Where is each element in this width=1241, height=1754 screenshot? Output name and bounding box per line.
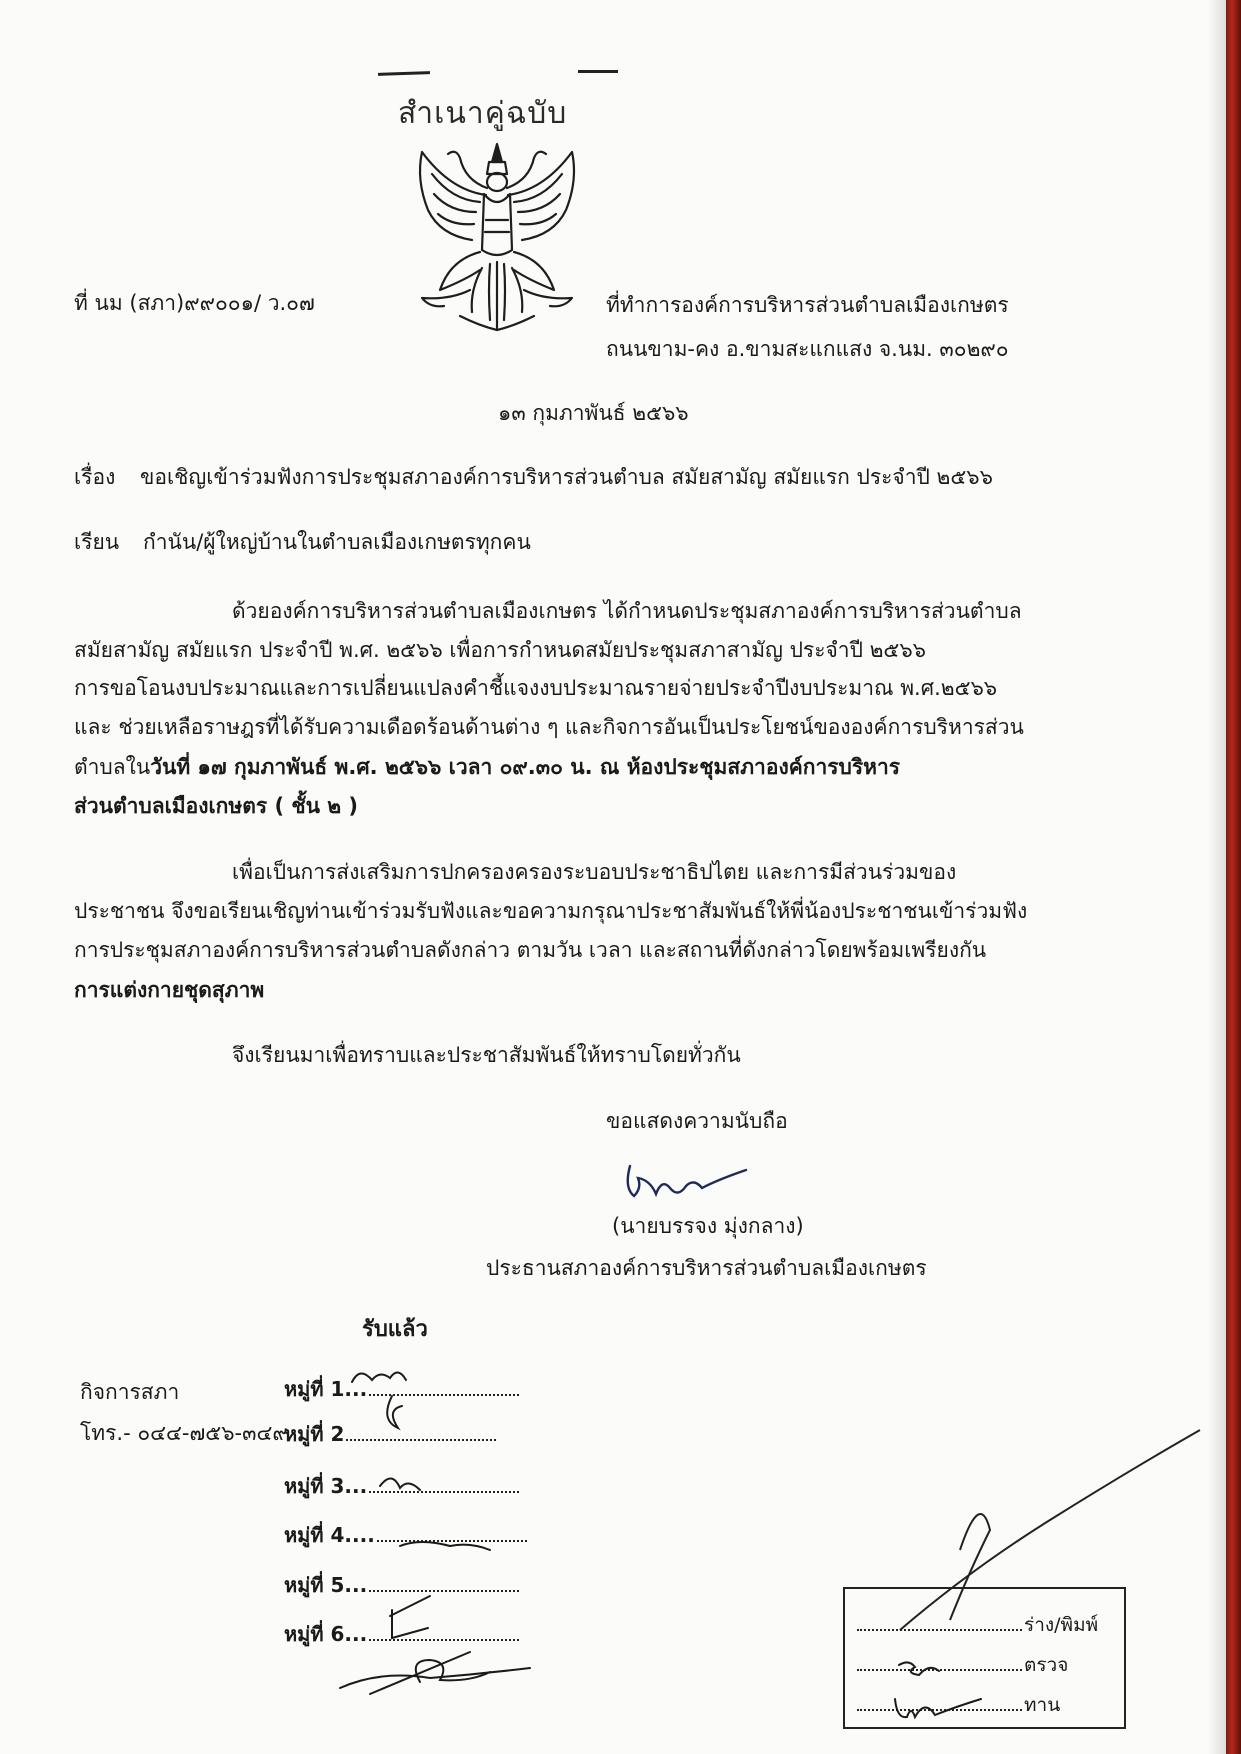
- page-edge-shadow: [1208, 0, 1226, 1754]
- office-address-line1: ที่ทำการองค์การบริหารส่วนตำบลเมืองเกษตร: [606, 293, 1009, 317]
- ack-row: หมู่ที่ 6...: [284, 1620, 519, 1648]
- ack-row: หมู่ที่ 5...: [284, 1571, 519, 1599]
- subject-label: เรื่อง: [74, 465, 116, 489]
- dress-code: การแต่งกายชุดสุภาพ: [74, 978, 265, 1002]
- document-date: ๑๓ กุมภาพันธ์ ๒๕๖๖: [498, 401, 689, 425]
- copy-stamp: สำเนาคู่ฉบับ: [398, 96, 568, 131]
- ack-title: รับแล้ว: [362, 1317, 428, 1342]
- chairman-name: (นายบรรจง มุ่งกลาง): [612, 1214, 804, 1238]
- body-line: การขอโอนงบประมาณและการเปลี่ยนแปลงคำชี้แจงงบประมาณรายจ่ายประจำปีงบประมาณ พ.ศ.๒๕๖๖: [74, 676, 998, 700]
- body-line: ด้วยองค์การบริหารส่วนตำบลเมืองเกษตร ได้กำหนดประชุมสภาองค์การบริหารส่วนตำบล: [232, 599, 1022, 623]
- department: กิจการสภา: [80, 1380, 180, 1404]
- background-edge: [1226, 0, 1241, 1754]
- recipient-text: กำนัน/ผู้ใหญ่บ้านในตำบลเมืองเกษตรทุกคน: [143, 530, 531, 554]
- approval-row: ร่าง/พิมพ์: [857, 1613, 1117, 1636]
- body-line: [74, 752, 900, 782]
- meeting-room: ส่วนตำบลเมืองเกษตร ( ชั้น ๒ ): [74, 794, 359, 818]
- body-line: เพื่อเป็นการส่งเสริมการปกครองครองระบอบประชาธิปไตย และการมีส่วนร่วมของ: [232, 860, 957, 884]
- body-line: สมัยสามัญ สมัยแรก ประจำปี พ.ศ. ๒๕๖๖ เพื่อการกำหนดสมัยประชุมสภาสามัญ ประจำปี ๒๕๖๖: [74, 638, 926, 662]
- ack-row: หมู่ที่ 1...: [284, 1375, 519, 1403]
- chairman-signature: [622, 1158, 752, 1208]
- garuda-emblem: [410, 140, 585, 335]
- approval-row: ตรวจ: [857, 1653, 1117, 1676]
- body-line: และ ช่วยเหลือราษฎรที่ได้รับความเดือดร้อนด้านต่าง ๆ และกิจการอันเป็นประโยชน์ขององค์การบริหารส่วน: [74, 715, 1024, 739]
- approval-dotline: [857, 1613, 1022, 1631]
- office-address-line2: ถนนขาม-คง อ.ขามสะแกแสง จ.นม. ๓๐๒๙๐: [606, 337, 1009, 361]
- approval-initials: [885, 1659, 1005, 1725]
- stamp-mark: [578, 70, 618, 73]
- ack-row: หมู่ที่ 2: [284, 1420, 496, 1448]
- approval-row: ทาน: [857, 1693, 1117, 1716]
- ack-signatures: [280, 1310, 550, 1700]
- body-line: การประชุมสภาองค์การบริหารส่วนตำบลดังกล่าว ตามวัน เวลา และสถานที่ดังกล่าวโดยพร้อมเพรียงกัน: [74, 938, 987, 962]
- recipient-label: เรียน: [74, 530, 120, 554]
- ack-row: หมู่ที่ 3...: [284, 1472, 519, 1500]
- document-number: ที่ นม (สภา)๙๙๐๐๑/ ว.๐๗: [74, 291, 315, 315]
- meeting-datetime-place: วันที่ ๑๗ กุมภาพันธ์ พ.ศ. ๒๕๖๖ เวลา ๐๙.๓๐ น. ณ ห้องประชุมสภาองค์การบริหาร: [150, 755, 901, 779]
- phone-number: โทร.- ๐๔๔-๗๕๖-๓๔๙: [80, 1421, 288, 1445]
- closing-sentence: จึงเรียนมาเพื่อทราบและประชาสัมพันธ์ให้ทราบโดยทั่วกัน: [232, 1043, 741, 1067]
- ack-row: หมู่ที่ 4....: [284, 1521, 527, 1549]
- regards: ขอแสดงความนับถือ: [606, 1109, 788, 1133]
- approval-box: [843, 1587, 1126, 1729]
- chairman-position: ประธานสภาองค์การบริหารส่วนตำบลเมืองเกษตร: [486, 1256, 927, 1280]
- subject-text: ขอเชิญเข้าร่วมฟังการประชุมสภาองค์การบริหารส่วนตำบล สมัยสามัญ สมัยแรก ประจำปี ๒๕๖๖: [140, 465, 993, 489]
- body-line-start: ตำบลใน: [74, 755, 151, 779]
- body-line: ประชาชน จึงขอเรียนเชิญท่านเข้าร่วมรับฟังและขอความกรุณาประชาสัมพันธ์ให้พี่น้องประชาชนเข้าร่วมฟัง: [74, 899, 1028, 923]
